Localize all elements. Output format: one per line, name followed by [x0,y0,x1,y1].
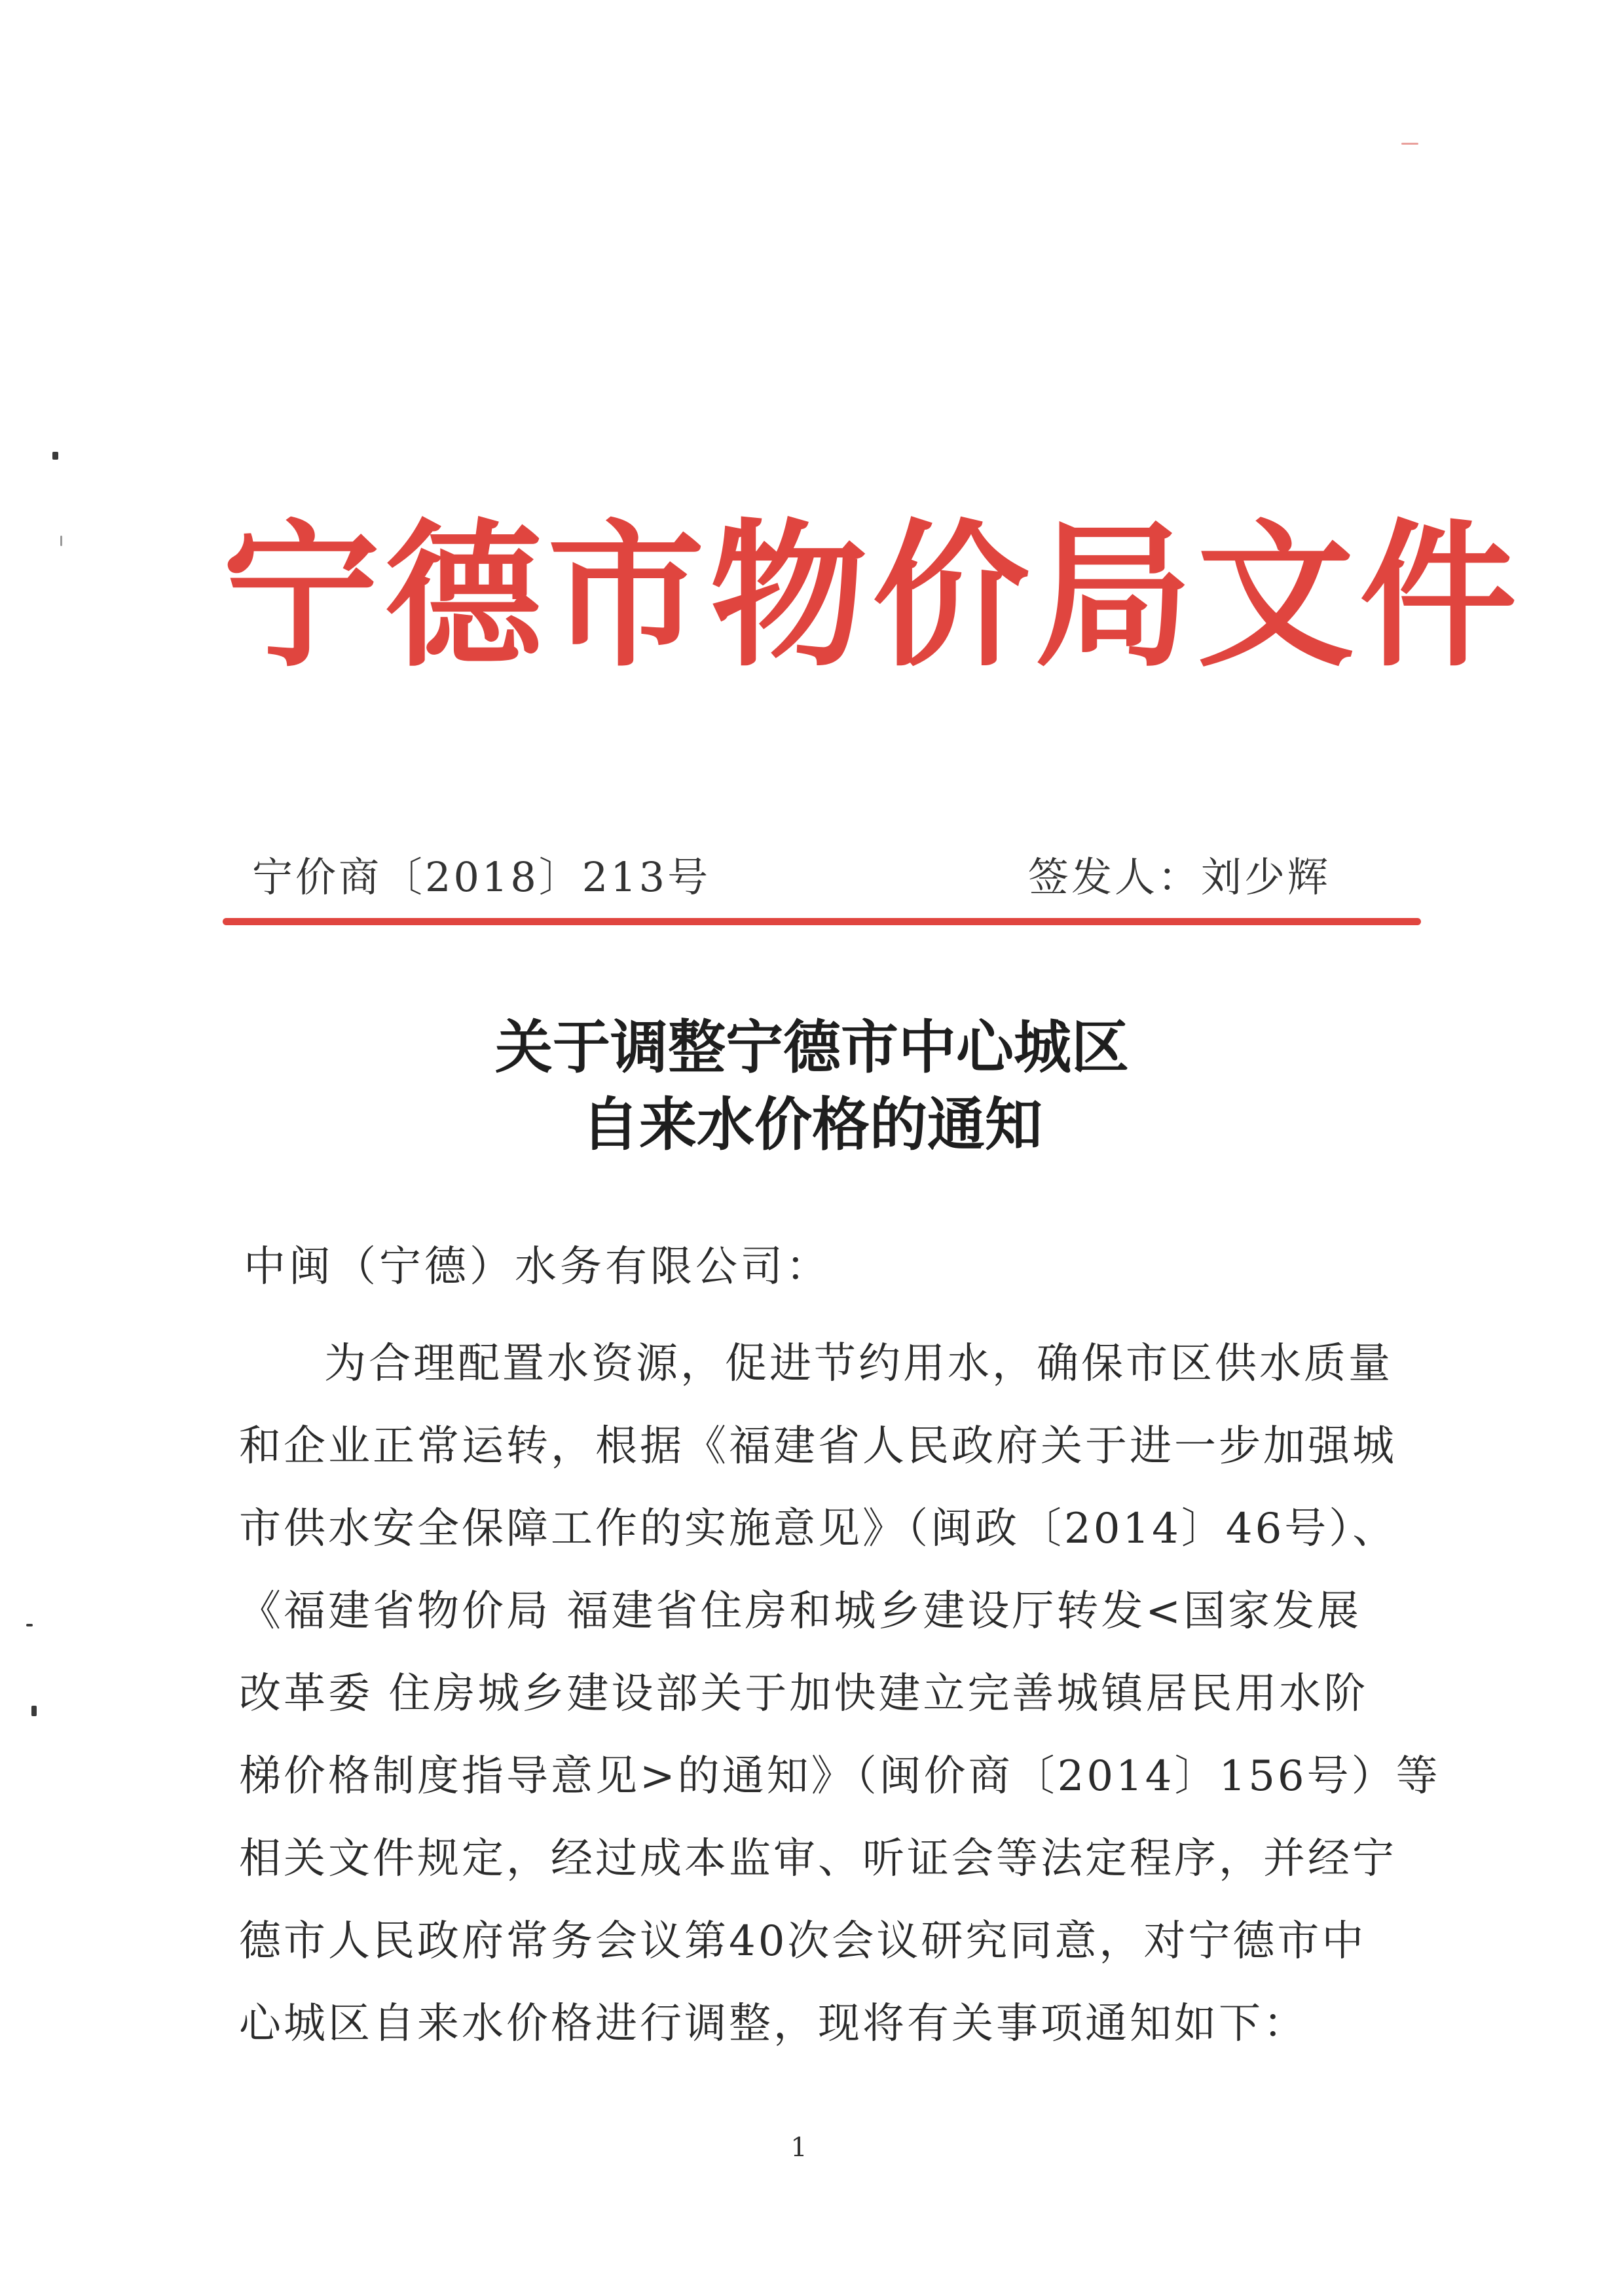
issuer-label: 签发人： [1028,853,1202,901]
scan-speck [26,1624,33,1626]
body-line: 《福建省物价局 福建省住房和城乡建设厅转发<国家发展 [239,1587,1361,1636]
addressee: 中闽（宁德）水务有限公司： [244,1243,831,1291]
body-line: 心城区自来水价格进行调整，现将有关事项通知如下： [239,2000,1308,2048]
notice-title-line-2: 自来水价格的通知 [581,1090,1043,1158]
page-number: 1 [790,2133,807,2163]
body-text [239,1323,1441,2065]
body-line: 改革委 住房城乡建设部关于加快建立完善城镇居民用水阶 [239,1670,1369,1718]
issuer [1028,851,1331,904]
scan-speck [1401,143,1418,145]
body-line: 德市人民政府常务会议第40次会议研究同意，对宁德市中 [239,1917,1367,1966]
document-number: 宁价商〔2018〕213号 [252,853,711,901]
scan-speck [31,1706,37,1716]
body-line: 梯价格制度指导意见>的通知》（闽价商〔2014〕156号）等 [239,1752,1441,1801]
scan-speck [52,452,58,460]
issuing-body-title: 宁德市物价局文件 [223,504,1522,688]
scan-speck [60,536,62,546]
body-line: 相关文件规定，经过成本监审、听证会等法定程序，并经宁 [239,1835,1397,1883]
issuer-name: 刘少辉 [1201,853,1331,901]
body-line: 为合理配置水资源，促进节约用水，确保市区供水质量 [324,1340,1393,1388]
body-line: 和企业正常运转，根据《福建省人民政府关于进一步加强城 [239,1422,1397,1471]
body-line: 市供水安全保障工作的实施意见》（闽政〔2014〕46号）、 [239,1505,1397,1553]
notice-title-line-1: 关于调整宁德市中心城区 [494,1013,1129,1081]
notice-title [288,1008,1336,1163]
red-divider-rule [223,918,1421,925]
